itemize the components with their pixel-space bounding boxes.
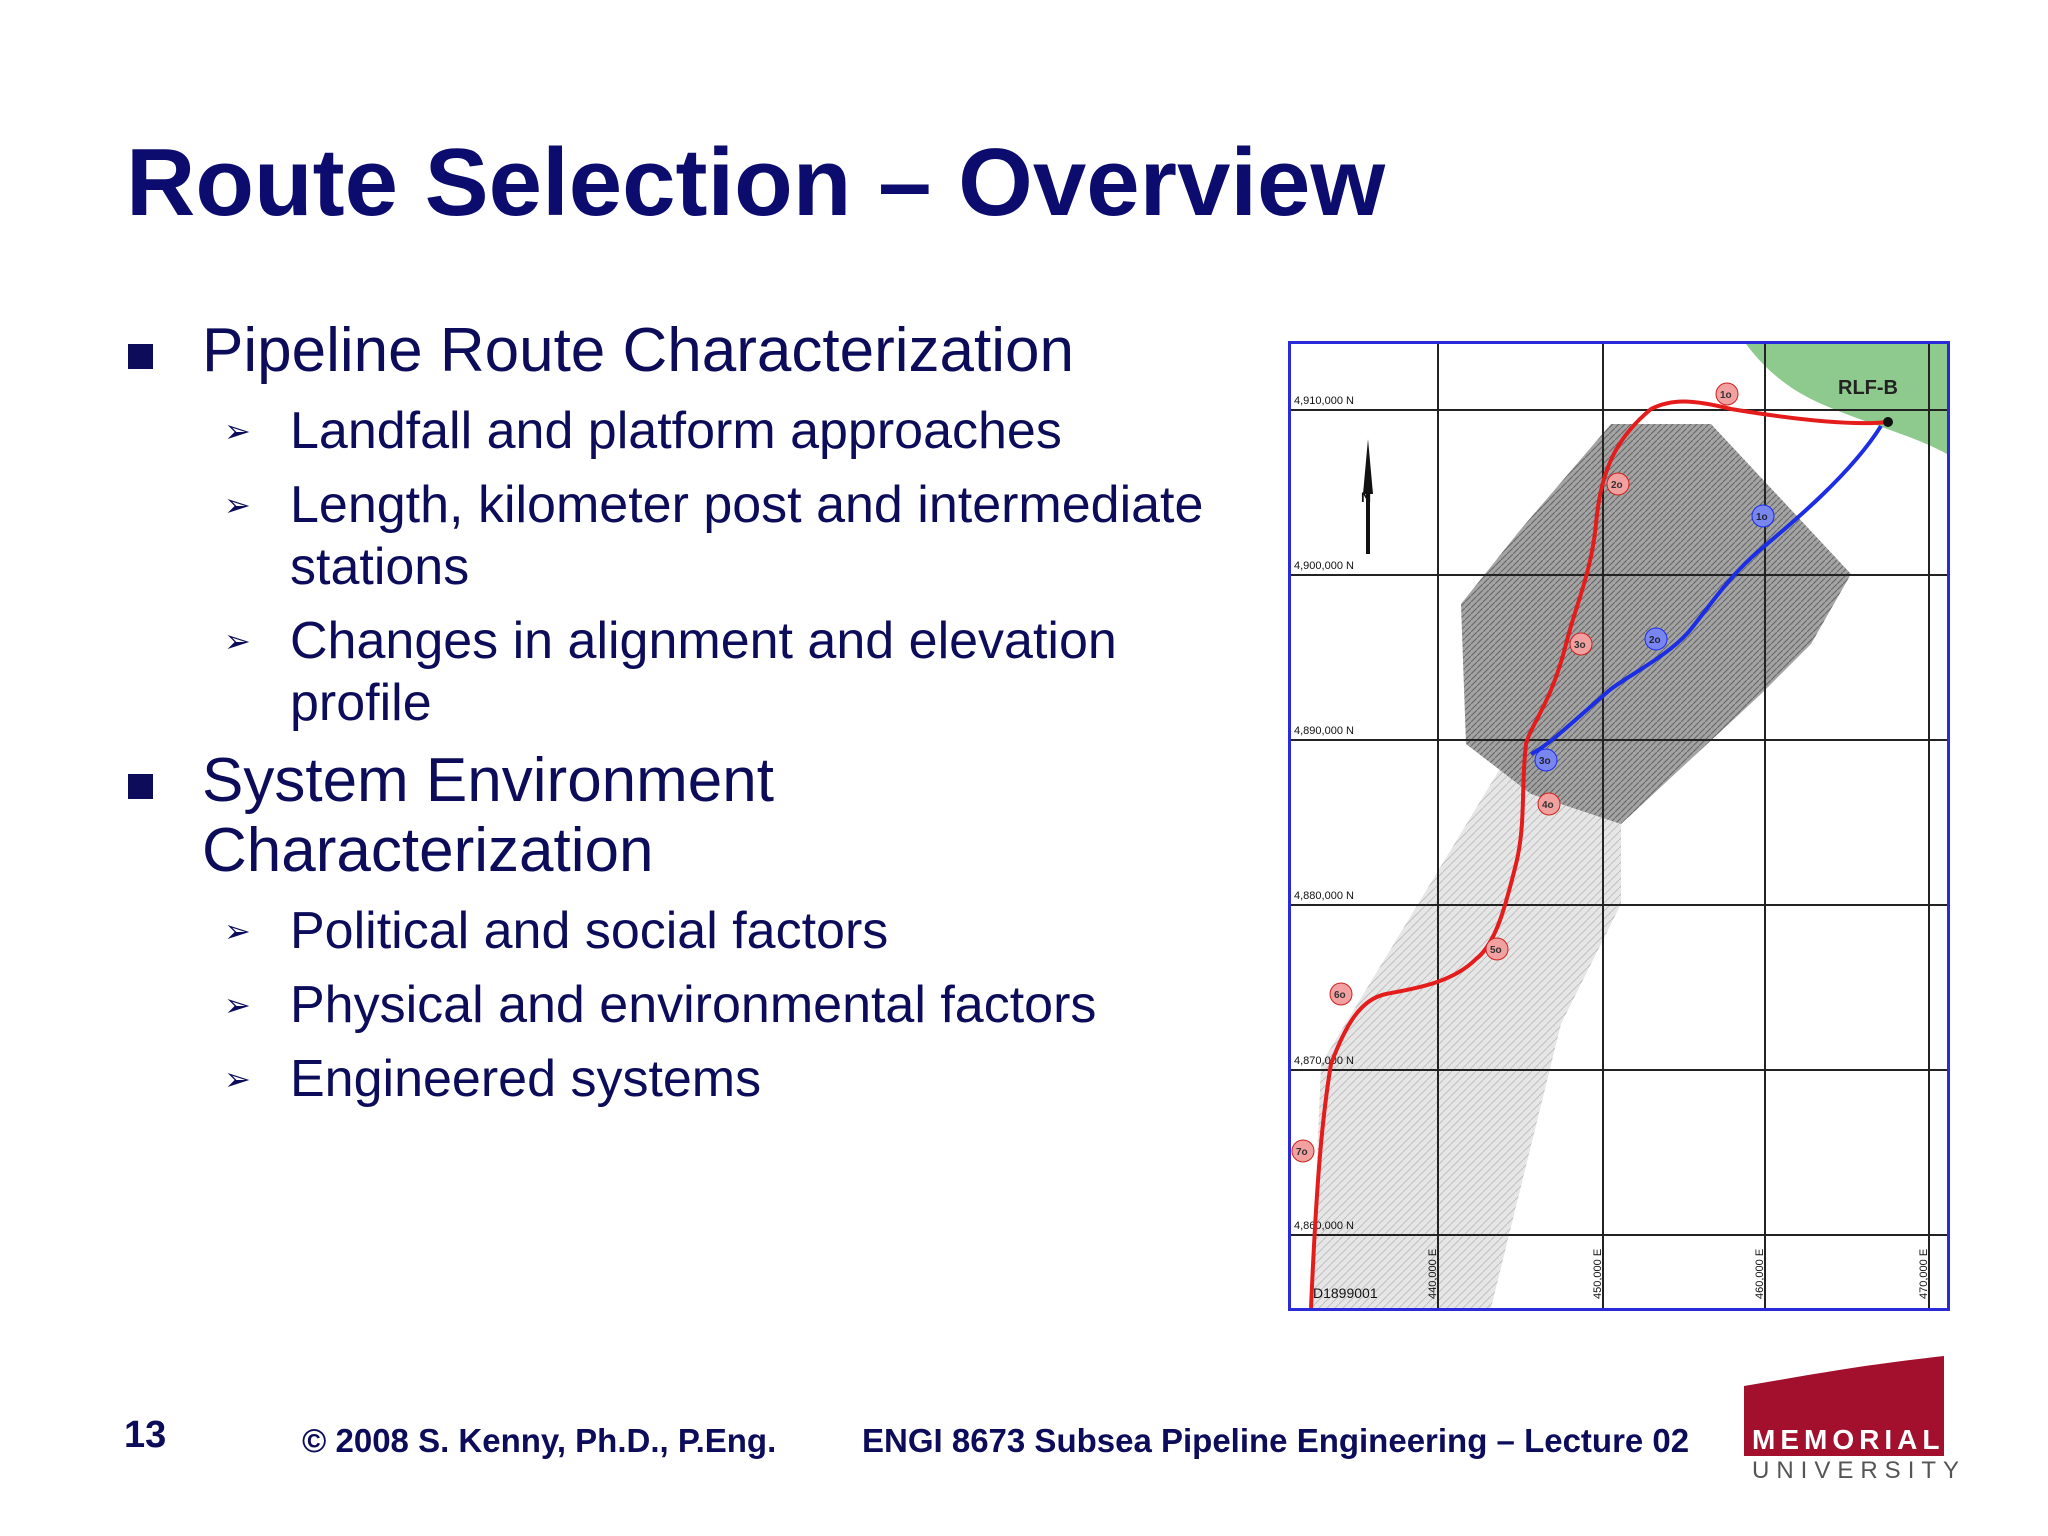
northing-label: 4,890,000 N bbox=[1294, 725, 1354, 737]
red-marker-label: 7o bbox=[1296, 1147, 1308, 1158]
blue-marker-label: 1o bbox=[1756, 512, 1768, 523]
drawing-id-label: D1899001 bbox=[1313, 1285, 1378, 1301]
route-map bbox=[1288, 341, 1950, 1311]
red-marker-label: 6o bbox=[1334, 990, 1346, 1001]
square-bullet-icon bbox=[128, 344, 153, 369]
arrow-bullet-icon: ➢ bbox=[224, 623, 251, 659]
sub-bullet-text: Engineered systems bbox=[290, 1050, 762, 1108]
arrow-bullet-icon: ➢ bbox=[224, 1061, 251, 1097]
sub-bullet bbox=[126, 974, 1236, 1036]
sub-bullet bbox=[126, 900, 1236, 962]
northing-label: 4,880,000 N bbox=[1294, 890, 1354, 902]
red-marker-label: 3o bbox=[1574, 640, 1586, 651]
blue-marker-label: 3o bbox=[1539, 756, 1551, 767]
northing-label: 4,900,000 N bbox=[1294, 560, 1354, 572]
blue-marker-label: 2o bbox=[1649, 635, 1661, 646]
arrow-bullet-icon: ➢ bbox=[224, 413, 251, 449]
sub-bullet-text: Physical and environmental factors bbox=[290, 976, 1097, 1034]
easting-label: 450,000 E bbox=[1592, 1248, 1604, 1299]
sub-bullet-text: Changes in alignment and elevation profile bbox=[290, 612, 1117, 732]
sub-bullet bbox=[126, 1048, 1236, 1110]
sub-bullet bbox=[126, 474, 1236, 598]
arrow-bullet-icon: ➢ bbox=[224, 487, 251, 523]
easting-label: 470,000 E bbox=[1918, 1248, 1930, 1299]
red-marker-label: 5o bbox=[1490, 945, 1502, 956]
northing-label: 4,860,000 N bbox=[1294, 1220, 1354, 1232]
square-bullet-icon bbox=[128, 774, 153, 799]
bullet-heading-text: Pipeline Route Characterization bbox=[202, 316, 1074, 385]
svg-text:N: N bbox=[1361, 489, 1372, 505]
page-number: 13 bbox=[124, 1414, 167, 1456]
route-map-svg bbox=[1291, 344, 1947, 1308]
arrow-bullet-icon: ➢ bbox=[224, 913, 251, 949]
footer-course: ENGI 8673 Subsea Pipeline Engineering – Lecture 02 bbox=[862, 1422, 1690, 1459]
sub-bullet-text: Length, kilometer post and intermediate stations bbox=[290, 476, 1204, 596]
sub-bullet bbox=[126, 400, 1236, 462]
logo-subtitle: UNIVERSITY bbox=[1752, 1457, 1967, 1484]
red-marker-label: 4o bbox=[1542, 800, 1554, 811]
land-area bbox=[1746, 344, 1947, 454]
bullet-list bbox=[126, 316, 1236, 1122]
logo-name: MEMORIAL bbox=[1752, 1424, 1945, 1455]
northing-label: 4,910,000 N bbox=[1294, 395, 1354, 407]
sub-bullet-text: Political and social factors bbox=[290, 902, 889, 960]
bullet-heading-text: System Environment Characterization bbox=[202, 746, 774, 885]
sub-bullet-text: Landfall and platform approaches bbox=[290, 402, 1062, 460]
easting-label: 440,000 E bbox=[1427, 1248, 1439, 1299]
bullet-heading bbox=[126, 746, 1236, 886]
platform-label: RLF-B bbox=[1838, 377, 1898, 399]
north-arrow-icon bbox=[1361, 439, 1373, 554]
footer-copyright: © 2008 S. Kenny, Ph.D., P.Eng. bbox=[302, 1422, 777, 1459]
sub-bullet bbox=[126, 610, 1236, 734]
red-marker-label: 1o bbox=[1720, 390, 1732, 401]
northing-label: 4,870,000 N bbox=[1294, 1055, 1354, 1067]
slide-title: Route Selection – Overview bbox=[126, 129, 1386, 236]
red-marker-label: 2o bbox=[1611, 480, 1623, 491]
bullet-heading bbox=[126, 316, 1236, 386]
easting-label: 460,000 E bbox=[1754, 1248, 1766, 1299]
platform-marker bbox=[1883, 417, 1893, 427]
arrow-bullet-icon: ➢ bbox=[224, 987, 251, 1023]
